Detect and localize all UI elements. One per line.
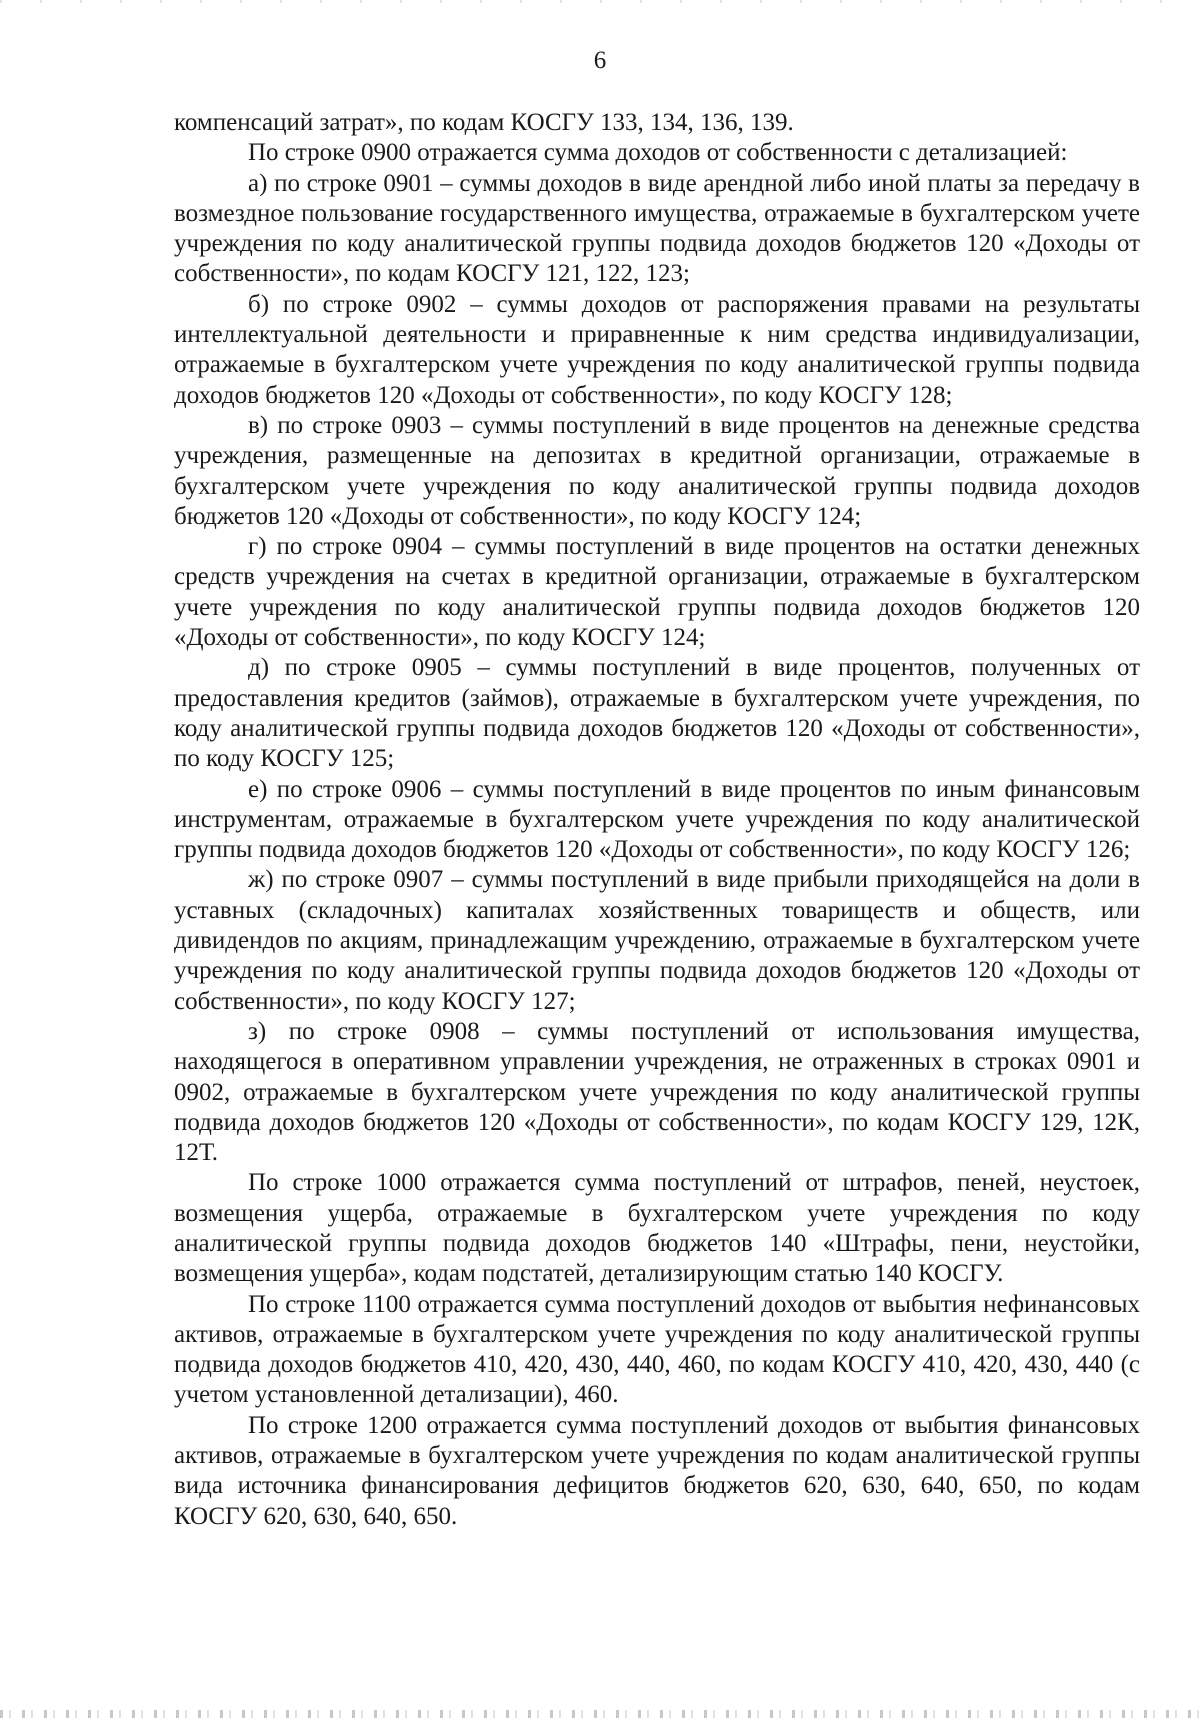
paragraph-line-1100: По строке 1100 отражается сумма поступлений доходов от выбытия нефинансовых активов, отражаемые в бухгалтерском учете учреждения по коду аналитической группы подвида доходов бюджетов 410, 420, 430, 440, 460, по кодам КОСГУ 410, 420, 430, 440 (с учетом установленной детализации), 460.: [174, 1290, 1140, 1409]
page-number: 6: [593, 47, 607, 74]
paragraph-line-0908: з) по строке 0908 – суммы поступлений от использования имущества, находящегося в оперативном управлении учреждения, не отраженных в строках 0901 и 0902, отражаемые в бухгалтерском учете учреждения по коду аналитической группы подвида доходов бюджетов 120 «Доходы от собственности», по кодам КОСГУ 129, 12К, 12Т.: [174, 1017, 1140, 1167]
paragraph-line-0900: По строке 0900 отражается сумма доходов от собственности с детализацией:: [248, 139, 1068, 167]
paragraph-line-0904: г) по строке 0904 – суммы поступлений в виде процентов на остатки денежных средств учреждения на счетах в кредитной организации, отражаемые в бухгалтерском учете учреждения по коду аналитической группы подвида доходов бюджетов 120 «Доходы от собственности», по коду КОСГУ 124;: [174, 533, 1140, 652]
paragraph-continuation: компенсаций затрат», по кодам КОСГУ 133, 134, 136, 139.: [174, 109, 794, 136]
scan-edge-bottom: [0, 1710, 1200, 1718]
paragraph-line-0907: ж) по строке 0907 – суммы поступлений в виде прибыли приходящейся на доли в уставных (складочных) капиталах хозяйственных товариществ и обществ, или дивидендов по акциям, принадлежащим учреждению, отражаемые в бухгалтерском учете учреждения по коду аналитической группы подвида доходов бюджетов 120 «Доходы от собственности», по коду КОСГУ 127;: [174, 866, 1140, 1015]
paragraph-line-0905: д) по строке 0905 – суммы поступлений в виде процентов, полученных от предоставления кредитов (займов), отражаемые в бухгалтерском учете учреждения, по коду аналитической группы подвида доходов бюджетов 120 «Доходы от собственности», по коду КОСГУ 125;: [174, 654, 1140, 773]
paragraph-line-0901: а) по строке 0901 – суммы доходов в виде арендной либо иной платы за передачу в возмездное пользование государственного имущества, отражаемые в бухгалтерском учете учреждения по коду аналитической группы подвида доходов бюджетов 120 «Доходы от собственности», по кодам КОСГУ 121, 122, 123;: [174, 169, 1140, 288]
paragraph-line-1000: По строке 1000 отражается сумма поступлений от штрафов, пеней, неустоек, возмещения ущерба, отражаемые в бухгалтерском учете учреждения по коду аналитической группы подвида доходов бюджетов 140 «Штрафы, пени, неустойки, возмещения ущерба», кодам подстатей, детализирующим статью 140 КОСГУ.: [174, 1169, 1140, 1288]
paragraph-line-1200: По строке 1200 отражается сумма поступлений доходов от выбытия финансовых активов, отражаемые в бухгалтерском учете учреждения по кодам аналитической группы вида источника финансирования дефицитов бюджетов 620, 630, 640, 650, по кодам КОСГУ 620, 630, 640, 650.: [174, 1411, 1140, 1530]
scan-edge-top: [0, 0, 1200, 3]
paragraph-line-0906: е) по строке 0906 – суммы поступлений в виде процентов по иным финансовым инструментам, отражаемые в бухгалтерском учете учреждения по коду аналитической группы подвида доходов бюджетов 120 «Доходы от собственности», по коду КОСГУ 126;: [174, 775, 1140, 864]
paragraph-line-0903: в) по строке 0903 – суммы поступлений в виде процентов на денежные средства учреждения, размещенные на депозитах в кредитной организации, отражаемые в бухгалтерском учете учреждения по коду аналитической группы подвида доходов бюджетов 120 «Доходы от собственности», по коду КОСГУ 124;: [174, 411, 1140, 530]
paragraph-line-0902: б) по строке 0902 – суммы доходов от распоряжения правами на результаты интеллектуальной деятельности и приравненные к ним средства индивидуализации, отражаемые в бухгалтерском учете учреждения по коду аналитической группы подвида доходов бюджетов 120 «Доходы от собственности», по коду КОСГУ 128;: [174, 290, 1140, 409]
document-body: [174, 108, 1140, 1532]
